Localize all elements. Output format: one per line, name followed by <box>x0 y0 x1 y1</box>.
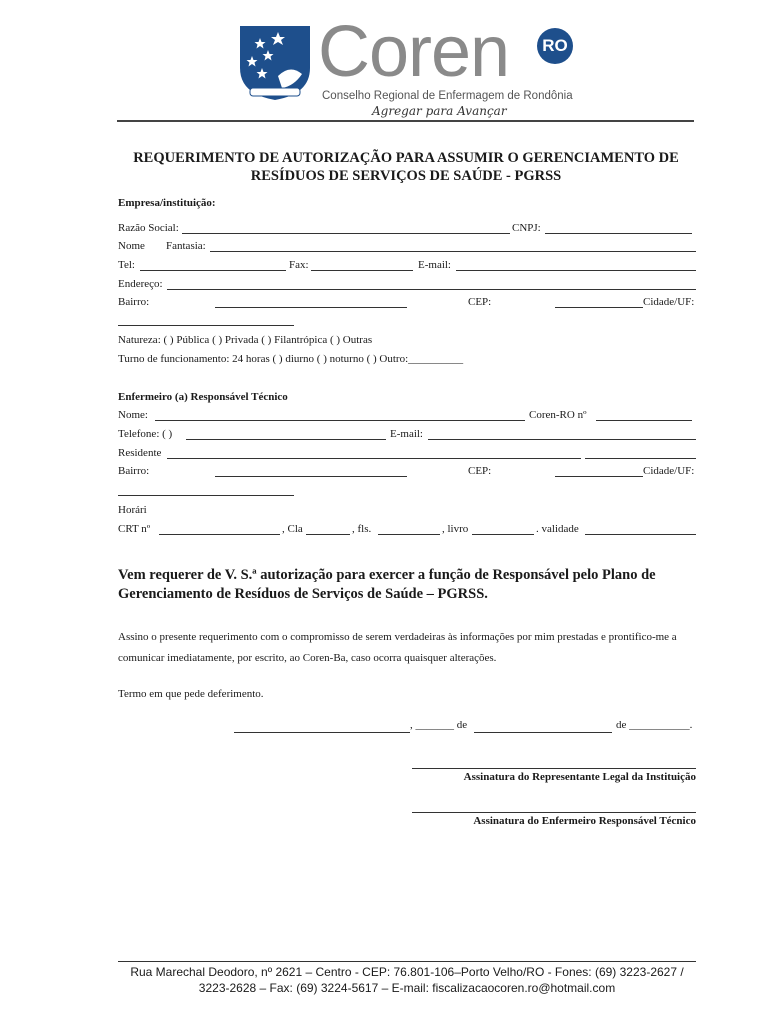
field-enf-email[interactable] <box>428 439 696 440</box>
label-enf-cidade-uf: Cidade/UF: <box>643 465 695 477</box>
brand-ro-badge: RO <box>537 28 573 64</box>
label-razao-social: Razão Social: <box>118 222 179 234</box>
field-cidade-uf[interactable] <box>118 325 294 326</box>
signature-line-enfermeiro[interactable] <box>412 812 696 813</box>
label-horario: Horári <box>118 504 147 516</box>
field-month[interactable] <box>474 732 612 733</box>
field-tel[interactable] <box>140 270 286 271</box>
label-livro: , livro <box>442 523 469 535</box>
field-nome-fantasia[interactable] <box>210 251 696 252</box>
field-enf-cidade-uf[interactable] <box>118 495 294 496</box>
organization-name: Conselho Regional de Enfermagem de Rondônia <box>322 90 573 102</box>
signature-label-enfermeiro: Assinatura do Enfermeiro Responsável Técnico <box>473 815 696 827</box>
label-bairro: Bairro: <box>118 296 150 308</box>
footer-address <box>118 964 696 996</box>
label-enf-email: E-mail: <box>390 428 423 440</box>
header-divider <box>117 120 694 122</box>
field-validade[interactable] <box>585 534 696 535</box>
footer-divider <box>118 961 696 962</box>
field-coren-ro[interactable] <box>596 420 692 421</box>
label-crt: CRT nº <box>118 523 151 535</box>
label-cla: , Cla <box>282 523 303 535</box>
label-endereco: Endereço: <box>118 278 163 290</box>
natureza-options[interactable]: Natureza: ( ) Pública ( ) Privada ( ) Filantrópica ( ) Outras <box>118 334 373 346</box>
label-enf-bairro: Bairro: <box>118 465 150 477</box>
date-year-field[interactable]: de ___________. <box>616 719 693 731</box>
label-tel: Tel: <box>118 259 135 271</box>
field-enf-cep[interactable] <box>555 476 643 477</box>
footer-address-line-1: Rua Marechal Deodoro, nº 2621 – Centro - CEP: 76.801-106–Porto Velho/RO - Fones: (69) 3223-2627 / <box>130 965 684 979</box>
label-cep: CEP: <box>468 296 492 308</box>
label-email: E-mail: <box>418 259 451 271</box>
label-cidade-uf: Cidade/UF: <box>643 296 695 308</box>
brand-wordmark: Coren <box>318 12 510 92</box>
field-cnpj[interactable] <box>545 233 692 234</box>
date-day-separator: , _______ de <box>410 719 468 731</box>
label-enf-nome: Nome: <box>118 409 148 421</box>
turno-options[interactable]: Turno de funcionamento: 24 horas ( ) diurno ( ) noturno ( ) Outro:__________ <box>118 353 464 365</box>
commitment-paragraph: Assino o presente requerimento com o compromisso de serem verdadeiras às informações por mim prestadas e prontifico-me a comunicar imediatamente, por escrito, ao Coren-Ba, caso ocorra quaisquer alterações. <box>118 631 677 664</box>
field-residente[interactable] <box>167 458 581 459</box>
field-cla[interactable] <box>306 534 350 535</box>
label-fantasia: Fantasia: <box>166 240 206 252</box>
signature-line-representante[interactable] <box>412 768 696 769</box>
termo-deferimento: Termo em que pede deferimento. <box>118 688 264 700</box>
signature-label-representante: Assinatura do Representante Legal da Instituição <box>463 771 696 783</box>
field-enf-bairro[interactable] <box>215 476 407 477</box>
field-cep[interactable] <box>555 307 643 308</box>
label-fax: Fax: <box>289 259 309 271</box>
label-fls: , fls. <box>352 523 372 535</box>
label-enf-cep: CEP: <box>468 465 492 477</box>
footer-address-line-2: 3223-2628 – Fax: (69) 3224-5617 – E-mail: fiscalizacaocoren.ro@hotmail.com <box>198 981 616 995</box>
request-statement: Vem requerer de V. S.ª autorização para exercer a função de Responsável pelo Plano de Gerenciamento de Resíduos de Serviços de Saúde – PGRSS. <box>118 567 656 602</box>
field-livro[interactable] <box>472 534 534 535</box>
document-title: REQUERIMENTO DE AUTORIZAÇÃO PARA ASSUMIR O GERENCIAMENTO DE RESÍDUOS DE SERVIÇOS DE SAÚDE - PGRSS <box>133 150 679 184</box>
coren-crest-logo <box>238 24 312 102</box>
field-local[interactable] <box>234 732 410 733</box>
field-enf-nome[interactable] <box>155 420 525 421</box>
field-bairro[interactable] <box>215 307 407 308</box>
field-razao-social[interactable] <box>182 233 510 234</box>
label-cnpj: CNPJ: <box>512 222 541 234</box>
label-nome: Nome <box>118 240 145 252</box>
field-crt[interactable] <box>159 534 280 535</box>
field-residente-extra[interactable] <box>585 458 696 459</box>
label-residente: Residente <box>118 447 162 459</box>
section-enfermeiro-heading: Enfermeiro (a) Responsável Técnico <box>118 391 288 403</box>
field-fls[interactable] <box>378 534 440 535</box>
field-fax[interactable] <box>311 270 413 271</box>
field-email[interactable] <box>456 270 696 271</box>
field-enf-telefone[interactable] <box>186 439 386 440</box>
label-validade: . validade <box>536 523 579 535</box>
label-coren-ro: Coren-RO nº <box>529 409 587 421</box>
section-empresa-heading: Empresa/instituição: <box>118 197 216 209</box>
slogan: Agregar para Avançar <box>372 104 507 118</box>
field-endereco[interactable] <box>167 289 696 290</box>
label-enf-telefone: Telefone: ( ) <box>118 428 173 440</box>
